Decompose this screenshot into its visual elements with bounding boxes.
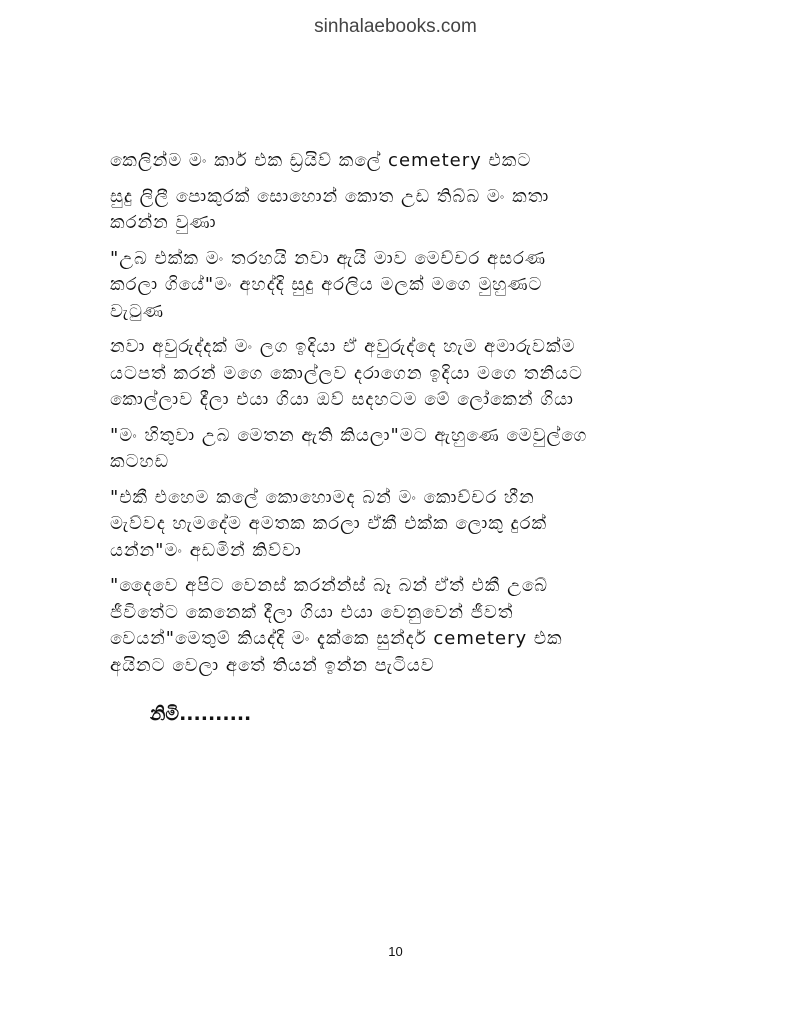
- site-header: sinhalaebooks.com: [314, 16, 477, 37]
- text-line: අයිනට වෙලා අතේ තියන් ඉන්න පැටියව: [110, 654, 435, 676]
- paragraph: [110, 485, 680, 565]
- text-line: සුදු ලිලී පොකුරක් සොහොන් කොත උඩ තිබ්බ මං කතා: [110, 185, 550, 207]
- text-line: නවා අවුරුද්දක් මං ලග ඉදියා ඒ අවුරුද්දෙ හැම අමාරුවක්ම: [110, 336, 576, 357]
- paragraph: [110, 148, 680, 175]
- paragraph: [110, 423, 680, 476]
- text-line: යටපත් කරන් මගෙ කොල්ලව දරාගෙන ඉදියා මගෙ තනියට: [110, 362, 583, 384]
- page-number: 10: [388, 944, 403, 959]
- text-line: "එකී එහෙම කලේ කොහොමද බන් මං කොච්චර හීන: [110, 486, 535, 508]
- paragraph: [110, 184, 680, 237]
- paragraph: [110, 573, 680, 679]
- story-text: [110, 148, 680, 688]
- text-line: "දෛවෙ අපිට වෙනස් කරන්න්ස් බෑ බන් ඒත් එකී උබේ: [110, 575, 548, 596]
- text-line: යන්න"මං අඩමින් කිව්වා: [110, 539, 302, 561]
- text-line: වෙයන්"මෙතුම් කියද්දි මං දැක්කෙ සුන්දර් cemetery එක: [110, 628, 563, 649]
- ending-text: නිමි..........: [150, 703, 252, 725]
- paragraph: [110, 334, 680, 414]
- text-line: කටහඩ: [110, 451, 170, 472]
- paragraph: [110, 246, 680, 326]
- text-line: කෙලින්ම මං කාර් එක ඩ්‍රයිව් කලේ cemetery එකට: [110, 150, 532, 171]
- text-line: ජීවිතේට කෙනෙක් දීලා ගියා එයා වෙනුවෙන් ජීවත්: [110, 601, 514, 623]
- text-line: "මං හිතුවා උබ මෙතන ඇති කියලා"මට ඇහුණෙ මෙවුල්ගෙ: [110, 424, 588, 446]
- text-line: කරලා ගියේ"මං අහද්දි සුදු අරලිය මලක් මගෙ මුහුණට: [110, 274, 543, 295]
- text-line: කරන්න වුණා: [110, 212, 217, 233]
- text-line: කොල්ලාව දීලා එයා ගියා ඔව් සදහටම මේ ලෝකෙන් ගියා: [110, 389, 574, 410]
- text-line: මැව්වද හැමදේම අමතක කරලා ඒකී එක්ක ලොකු දුරක්: [110, 513, 548, 534]
- text-line: වැටුණ: [110, 300, 165, 322]
- text-line: "උබ එක්ක මං තරහයි නවා ඇයි මාව මෙච්චර අසරණ: [110, 247, 547, 269]
